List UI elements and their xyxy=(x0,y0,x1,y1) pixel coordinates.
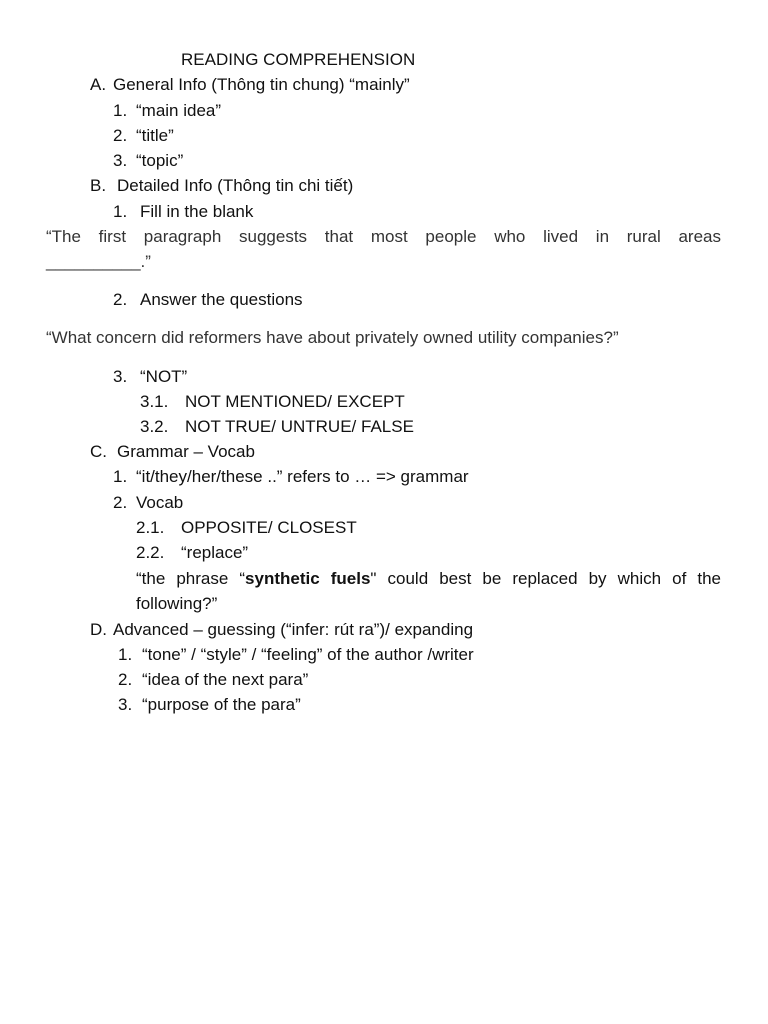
section-c-title: Grammar – Vocab xyxy=(117,442,255,461)
list-item: 3. “purpose of the para” xyxy=(118,695,301,714)
section-b-marker: B. xyxy=(90,176,107,195)
list-item: 3. “topic” xyxy=(113,151,184,170)
section-b-heading xyxy=(90,176,353,196)
sub-list-item: 2.1. OPPOSITE/ CLOSEST xyxy=(136,518,357,537)
section-d-marker: D. xyxy=(90,620,107,639)
sub-list-item: 3.1. NOT MENTIONED/ EXCEPT xyxy=(140,392,405,411)
section-c-heading xyxy=(90,442,255,462)
list-item: 2. Answer the questions xyxy=(113,290,303,309)
page-title: READING COMPREHENSION xyxy=(181,50,416,69)
section-d-title: Advanced – guessing (“infer: rút ra”)/ expanding xyxy=(113,620,474,639)
highlighted-phrase: synthetic fuels xyxy=(245,569,371,588)
list-item: 1. “main idea” xyxy=(113,101,222,120)
section-a-heading xyxy=(90,75,410,95)
list-item: 2. Vocab xyxy=(113,493,184,512)
example-question-2: “What concern did reformers have about privately owned utility companies?” xyxy=(46,328,619,347)
list-item: 2. “title” xyxy=(113,126,174,145)
section-a-title: General Info (Thông tin chung) “mainly” xyxy=(113,75,410,94)
example-question-1: “The first paragraph suggests that most people who lived in rural areas xyxy=(46,227,721,246)
sub-list-item: 2.2. “replace” xyxy=(136,543,249,562)
section-a-marker: A. xyxy=(90,75,107,94)
sub-list-item: 3.2. NOT TRUE/ UNTRUE/ FALSE xyxy=(140,417,414,436)
list-item: 1. “tone” / “style” / “feeling” of the author /writer xyxy=(118,645,474,664)
list-item: 1. Fill in the blank xyxy=(113,202,254,221)
list-item: 2. “idea of the next para” xyxy=(118,670,309,689)
example-question-3-end: following?” xyxy=(136,594,218,613)
section-b-title: Detailed Info (Thông tin chi tiết) xyxy=(117,176,354,195)
example-question-1-blank: __________.” xyxy=(46,252,151,271)
example-question-3: “the phrase “synthetic fuels" could best be replaced by which of the xyxy=(136,569,721,588)
section-d-heading xyxy=(90,620,473,640)
list-item: 3. “NOT” xyxy=(113,367,188,386)
list-item: 1. “it/they/her/these ..” refers to … => grammar xyxy=(113,467,469,486)
section-c-marker: C. xyxy=(90,442,107,461)
